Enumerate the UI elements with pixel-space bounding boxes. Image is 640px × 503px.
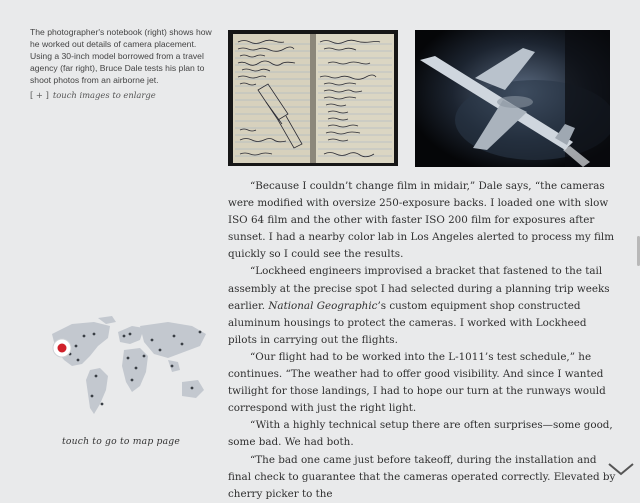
chevron-down-icon[interactable] <box>606 462 636 476</box>
paragraph-text: ’s custom equipment shop constructed aluminum housings to protect the cameras. I worked with Lockheed pilots in carrying out the flights. <box>228 299 587 346</box>
enlarge-label: touch images to enlarge <box>52 90 156 100</box>
world-map <box>32 310 214 428</box>
article-paragraph: “The bad one came just before takeoff, during the installation and final check to guarantee that the cameras operated correctly. Elevated by cherry picker to the <box>228 453 616 500</box>
world-map-icon[interactable] <box>32 310 214 428</box>
enlarge-bracket: [ + ] <box>30 90 49 100</box>
photo-caption <box>30 26 215 101</box>
publication-name: National Geographic <box>268 299 378 312</box>
location-marker <box>58 344 67 353</box>
airplane-model-photo[interactable] <box>415 30 610 167</box>
article-body <box>228 178 616 503</box>
map-page-link[interactable]: touch to go to map page <box>61 436 180 447</box>
article-paragraph <box>228 263 616 348</box>
notebook-photo[interactable] <box>228 30 398 166</box>
notebook-image <box>228 30 398 166</box>
article-paragraph: “Because I couldn’t change film in midair,” Dale says, “the cameras were modified with oversize 250-exposure backs. I loaded one with slow ISO 64 film and the other with faster ISO 200 film for exposures after sunset. I had a nearby color lab in Los Angeles alerted to process my film quickly so I could see the results. <box>228 180 615 261</box>
caption-text: The photographer's notebook (right) shows how he worked out details of camera placement. Using a 30-inch model borrowed from a travel agency (far right), Bruce Dale tests his plan to shoot photos from an airborne jet. <box>30 27 212 85</box>
paragraph-text: “Lockheed engineers improvised a bracket that fastened to the tail assembly at the precise spot I had selected during a planning trip weeks earlier. <box>228 265 610 312</box>
airplane-model-image <box>415 30 610 167</box>
article-paragraph: “With a highly technical setup there are often surprises—some good, some bad. We had both. <box>228 419 613 449</box>
enlarge-hint <box>30 89 215 101</box>
article-paragraph: “Our flight had to be worked into the L-1011’s test schedule,” he continues. “The weather had to offer good visibility. And since I wanted twilight for those landings, I had to hope our turn at the runways would correspond with just the right light. <box>228 350 606 415</box>
